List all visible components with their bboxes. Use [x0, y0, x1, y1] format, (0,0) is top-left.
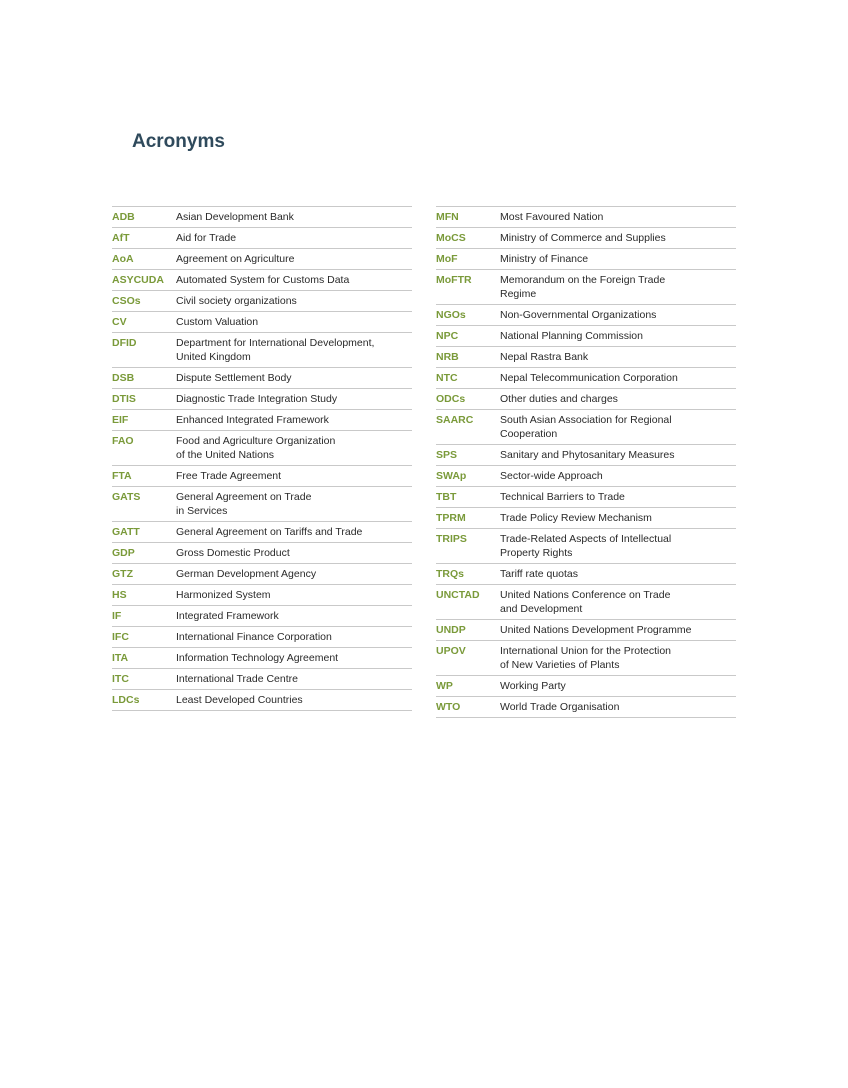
- acronym-abbreviation: DSB: [112, 372, 135, 384]
- acronym-row: [112, 522, 412, 543]
- acronym-definition: Least Developed Countries: [176, 694, 303, 706]
- acronym-row: [112, 543, 412, 564]
- acronym-row: [112, 431, 412, 466]
- acronym-abbreviation: ODCs: [436, 393, 466, 405]
- acronym-row: [436, 270, 736, 305]
- acronym-row: [436, 305, 736, 326]
- acronym-row: [436, 697, 736, 718]
- acronym-abbreviation: FAO: [112, 435, 134, 447]
- acronym-definition: Automated System for Customs Data: [176, 274, 350, 286]
- page-title: Acronyms: [132, 131, 225, 152]
- acronym-definition: International Finance Corporation: [176, 631, 332, 643]
- acronym-abbreviation: SPS: [436, 449, 458, 461]
- acronym-definition: Asian Development Bank: [176, 211, 294, 223]
- acronym-definition: Harmonized System: [176, 589, 271, 601]
- acronym-abbreviation: UNDP: [436, 624, 466, 636]
- acronym-definition: Sector-wide Approach: [500, 470, 603, 482]
- acronym-row: [436, 326, 736, 347]
- acronym-row: [436, 564, 736, 585]
- acronym-definition: Dispute Settlement Body: [176, 372, 292, 384]
- acronym-abbreviation: MoF: [436, 253, 458, 265]
- acronym-abbreviation: MoCS: [436, 232, 466, 244]
- acronym-row: [436, 389, 736, 410]
- acronym-row: [436, 529, 736, 564]
- acronym-abbreviation: SAARC: [436, 414, 474, 426]
- acronym-abbreviation: CV: [112, 316, 127, 328]
- acronym-definition: Nepal Rastra Bank: [500, 351, 589, 363]
- acronym-definition: Food and Agriculture Organization of the United Nations: [176, 435, 336, 461]
- acronym-definition: Integrated Framework: [176, 610, 279, 622]
- acronym-row: [436, 207, 736, 228]
- acronym-row: [112, 690, 412, 711]
- acronym-row: [112, 669, 412, 690]
- acronym-abbreviation: GATS: [112, 491, 141, 503]
- acronym-definition: Ministry of Finance: [500, 253, 589, 265]
- acronym-row: [436, 620, 736, 641]
- acronym-abbreviation: TRIPS: [436, 533, 467, 545]
- acronym-definition: South Asian Association for Regional Cooperation: [500, 414, 672, 440]
- acronym-abbreviation: GATT: [112, 526, 140, 538]
- acronym-definition: German Development Agency: [176, 568, 317, 580]
- acronym-row: [436, 368, 736, 389]
- acronym-abbreviation: CSOs: [112, 295, 141, 307]
- acronym-definition: Most Favoured Nation: [500, 211, 604, 223]
- acronym-row: [436, 487, 736, 508]
- acronym-row: [112, 627, 412, 648]
- acronym-definition: Trade Policy Review Mechanism: [500, 512, 652, 524]
- acronym-abbreviation: UPOV: [436, 645, 466, 657]
- acronym-abbreviation: LDCs: [112, 694, 140, 706]
- acronym-row: [112, 270, 412, 291]
- acronym-abbreviation: ASYCUDA: [112, 274, 164, 286]
- acronym-definition: Nepal Telecommunication Corporation: [500, 372, 678, 384]
- acronym-list-right: [436, 206, 736, 718]
- acronym-abbreviation: TRQs: [436, 568, 465, 580]
- acronym-row: [112, 368, 412, 389]
- acronym-row: [436, 466, 736, 487]
- acronym-definition: Technical Barriers to Trade: [500, 491, 625, 503]
- acronym-definition: Agreement on Agriculture: [176, 253, 295, 265]
- acronym-abbreviation: WP: [436, 680, 453, 692]
- acronym-definition: Tariff rate quotas: [500, 568, 579, 580]
- acronym-definition: Other duties and charges: [500, 393, 618, 405]
- acronym-abbreviation: IF: [112, 610, 122, 622]
- acronym-row: [112, 249, 412, 270]
- acronym-definition: General Agreement on Trade in Services: [176, 491, 312, 517]
- acronym-row: [112, 312, 412, 333]
- acronym-row: [436, 641, 736, 676]
- acronym-list-left: [112, 206, 412, 711]
- acronym-definition: Ministry of Commerce and Supplies: [500, 232, 666, 244]
- acronym-row: [112, 487, 412, 522]
- acronym-definition: International Trade Centre: [176, 673, 298, 685]
- acronym-abbreviation: GTZ: [112, 568, 133, 580]
- acronym-abbreviation: NGOs: [436, 309, 466, 321]
- acronym-row: [112, 410, 412, 431]
- acronym-definition: Sanitary and Phytosanitary Measures: [500, 449, 675, 461]
- acronym-abbreviation: DFID: [112, 337, 137, 349]
- acronym-definition: National Planning Commission: [500, 330, 643, 342]
- acronym-abbreviation: NPC: [436, 330, 459, 342]
- acronym-abbreviation: EIF: [112, 414, 129, 426]
- acronym-definition: General Agreement on Tariffs and Trade: [176, 526, 363, 538]
- acronym-definition: United Nations Development Programme: [500, 624, 692, 636]
- acronym-row: [436, 445, 736, 466]
- acronym-abbreviation: WTO: [436, 701, 461, 713]
- acronym-abbreviation: MFN: [436, 211, 459, 223]
- acronym-definition: International Union for the Protection of New Varieties of Plants: [500, 645, 672, 671]
- acronym-definition: Free Trade Agreement: [176, 470, 282, 482]
- acronym-abbreviation: UNCTAD: [436, 589, 480, 601]
- acronym-abbreviation: TBT: [436, 491, 457, 503]
- acronym-definition: United Nations Conference on Trade and Development: [500, 589, 671, 615]
- acronym-row: [112, 228, 412, 249]
- acronym-definition: Working Party: [500, 680, 566, 692]
- acronym-abbreviation: ADB: [112, 211, 135, 223]
- acronym-row: [436, 347, 736, 368]
- acronym-definition: Memorandum on the Foreign Trade Regime: [500, 274, 666, 300]
- acronym-definition: Enhanced Integrated Framework: [176, 414, 329, 426]
- acronym-row: [112, 606, 412, 627]
- acronym-abbreviation: NTC: [436, 372, 458, 384]
- acronym-definition: Aid for Trade: [176, 232, 237, 244]
- acronym-abbreviation: HS: [112, 589, 127, 601]
- acronym-definition: Information Technology Agreement: [176, 652, 339, 664]
- acronym-row: [112, 585, 412, 606]
- acronym-definition: Civil society organizations: [176, 295, 297, 307]
- acronym-row: [112, 564, 412, 585]
- acronym-abbreviation: SWAp: [436, 470, 467, 482]
- acronym-abbreviation: FTA: [112, 470, 132, 482]
- acronym-row: [112, 291, 412, 312]
- acronym-row: [112, 648, 412, 669]
- acronym-definition: Non-Governmental Organizations: [500, 309, 657, 321]
- acronym-definition: Gross Domestic Product: [176, 547, 290, 559]
- acronym-abbreviation: TPRM: [436, 512, 466, 524]
- acronym-row: [436, 228, 736, 249]
- acronym-row: [436, 585, 736, 620]
- acronym-definition: World Trade Organisation: [500, 701, 620, 713]
- acronym-definition: Trade-Related Aspects of Intellectual Property Rights: [500, 533, 672, 559]
- acronym-row: [436, 676, 736, 697]
- acronym-abbreviation: ITA: [112, 652, 129, 664]
- acronym-row: [436, 508, 736, 529]
- acronym-abbreviation: AoA: [112, 253, 134, 265]
- acronym-row: [436, 249, 736, 270]
- acronym-abbreviation: IFC: [112, 631, 129, 643]
- acronym-row: [436, 410, 736, 445]
- acronym-row: [112, 466, 412, 487]
- acronym-row: [112, 389, 412, 410]
- acronym-abbreviation: MoFTR: [436, 274, 472, 286]
- acronym-abbreviation: NRB: [436, 351, 459, 363]
- acronym-abbreviation: GDP: [112, 547, 135, 559]
- acronym-abbreviation: AfT: [112, 232, 130, 244]
- acronym-definition: Diagnostic Trade Integration Study: [176, 393, 338, 405]
- acronym-row: [112, 207, 412, 228]
- acronym-row: [112, 333, 412, 368]
- acronym-abbreviation: ITC: [112, 673, 129, 685]
- acronym-definition: Department for International Development, United Kingdom: [176, 337, 375, 363]
- acronym-definition: Custom Valuation: [176, 316, 259, 328]
- acronym-abbreviation: DTIS: [112, 393, 136, 405]
